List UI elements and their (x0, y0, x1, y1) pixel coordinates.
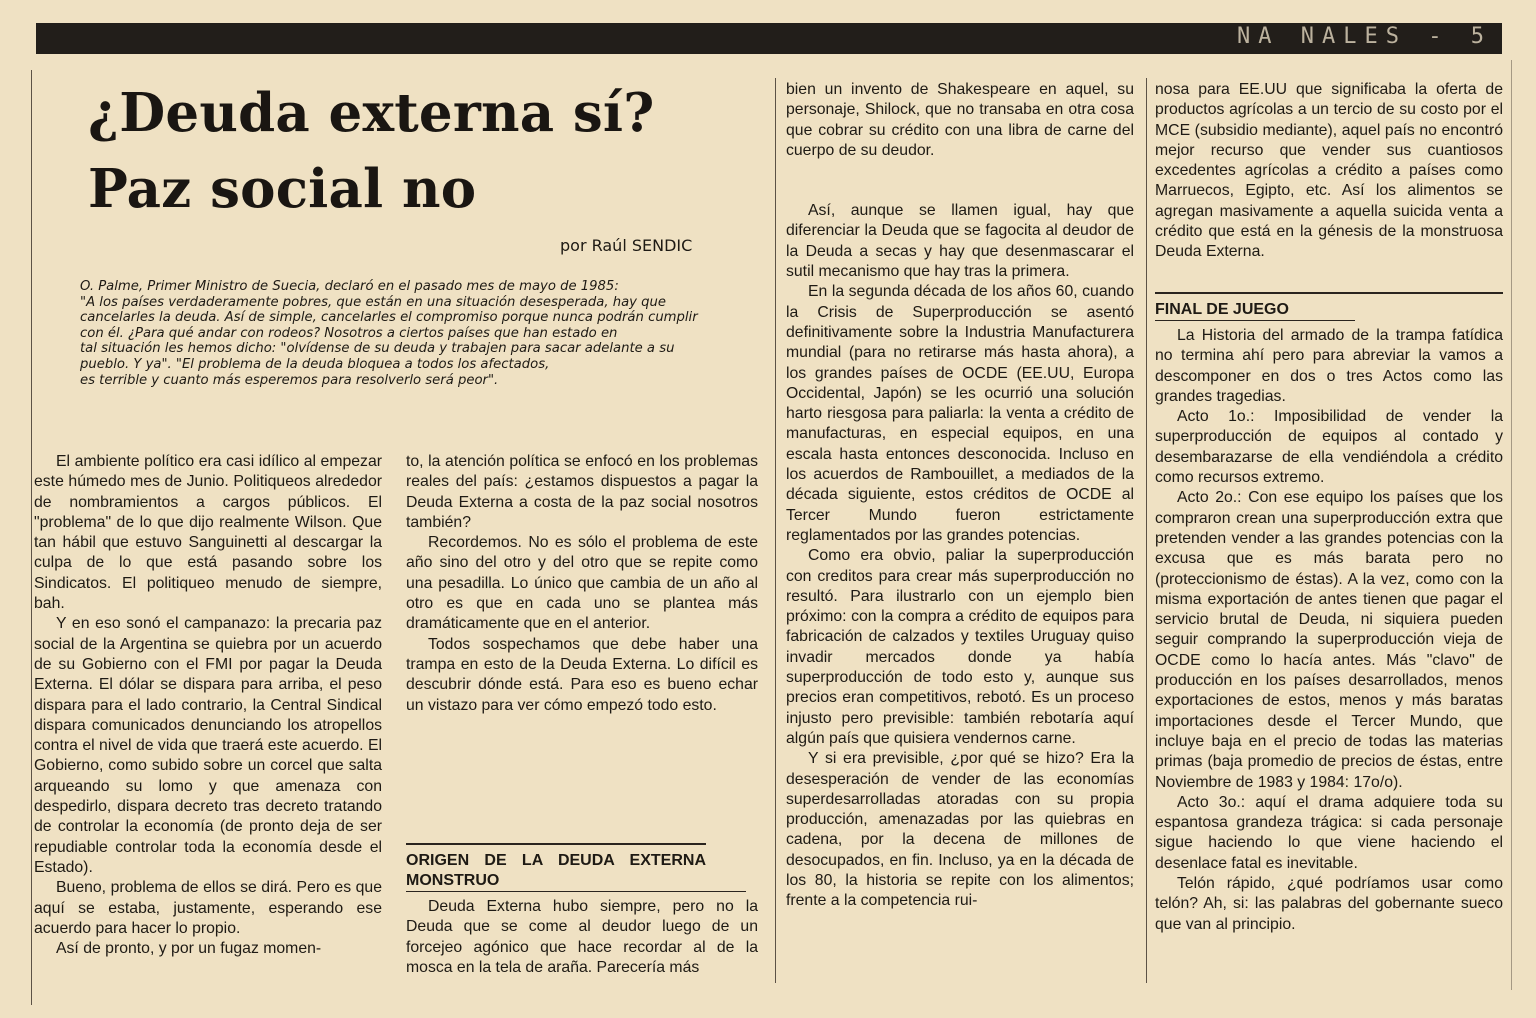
lead-quote (80, 279, 738, 388)
paragraph: Telón rápido, ¿qué podríamos usar como telón? Ah, si: las palabras del gobernante sueco que van al principio. (1155, 875, 1503, 933)
paragraph: En la segunda década de los años 60, cuando la Crisis de Superproducción se asentó definitivamente sobre la Industria Manufacturera mundial (para no retirarse más hasta ahora), a los grandes países de OCDE (EE.UU, Europa Occidental, Japón) se les ocurrió una solución harto riesgosa para paliarla: la venta a crédito de manufacturas, en especial equipos, en una escala hasta entonces desconocida. Incluso en los acuerdos de Rambouillet, a mediados de la década siguiente, estos créditos de OCDE al Tercer Mundo fueron estrictamente reglamentados por las grandes potencias. (786, 283, 1134, 544)
paragraph: Deuda Externa hubo siempre, pero no la Deuda que se come al deudor luego de un forcejeo agónico que hace recordar al de la mosca en la tela de araña. Parecería más (406, 898, 758, 976)
paragraph: Y si era previsible, ¿por qué se hizo? Era la desesperación de vender de las economías superdesarrolladas atoradas con su propia producción, amenazadas por las quiebras en cadena, por la decena de millones de desocupados, en fin. Incluso, ya en la década de los 80, la historia se repite con los alimentos; frente a la competencia rui- (786, 750, 1134, 910)
paragraph: La Historia del armado de la trampa fatídica no termina ahí pero para abreviar la vamos a descomponer en dos o tres Actos como las grandes tragedias. (1155, 327, 1503, 405)
section-label: NA NALES - 5 (1237, 24, 1492, 49)
paragraph: Y en eso sonó el campanazo: la precaria paz social de la Argentina se quiebra por un acuerdo de su Gobierno con el FMI por pagar la Deuda Externa. El dólar se dispara para arriba, el peso dispara para el lado contrario, la Central Sindical dispara comunicados denunciando los atropellos contra el nivel de vida que traerá este acuerdo. El Gobierno, como subido sobre un corcel que salta arqueando su lomo y que amenaza con despedirlo, dispara decreto tras decreto tratando de controlar la economía (de pronto deja de ser repudiable controlar toda la economía desde el Estado). (34, 615, 382, 876)
lead-line: "A los países verdaderamente pobres, que están en una situación desesperada, hay que (80, 294, 667, 310)
lead-line: tal situación les hemos dicho: "olvídense de su deuda y trabajen para sacar adelante a su (80, 341, 675, 357)
title-line-2: Paz social no (88, 158, 477, 220)
column-rule-3 (1511, 60, 1512, 990)
subhead-underline (1155, 320, 1355, 321)
paragraph: bien un invento de Shakespeare en aquel, su personaje, Shilock, que no transaba en otra cosa que cobrar su crédito con una libra de carne del cuerpo de su deudor. (786, 81, 1134, 159)
paragraph: Bueno, problema de ellos se dirá. Pero es que aquí se estaba, justamente, esperando ese acuerdo para hacer lo propio. (34, 879, 382, 937)
article-title (88, 75, 768, 227)
lead-line: pueblo. Y ya". "El problema de la deuda bloquea a todos los afectados, (80, 356, 550, 372)
paragraph: Acto 2o.: Con ese equipo los países que los compraron crean una superproducción extra que pretenden vender a las grandes potencias con la excusa que es más barata pero no (proteccionismo de éstas). A la vez, como con la misma exportación de antes tienen que pagar el servicio brutal de Deuda, ni siquiera pueden seguir comprando la superproducción vieja de OCDE como lo hacía antes. Más "clavo" de producción en los países desarrollados, menos exportaciones de estos, menos y más baratas importaciones desde el Tercer Mundo, que incluye baja en el precio de todas las materias primas (baja promedio de precios de éstas, entre Noviembre de 1983 y 1984: 17o/o). (1155, 489, 1503, 791)
body-column-2 (406, 452, 758, 716)
body-column-3 (786, 80, 1134, 912)
subhead-underline (406, 891, 746, 892)
lead-line: con él. ¿Para qué andar con rodeos? Nosotros a ciertos países que han estado en (80, 325, 618, 341)
paragraph: to, la atención política se enfocó en los problemas reales del país: ¿estamos dispuestos a pagar la Deuda Externa a costa de la paz social nosotros también? (406, 453, 758, 531)
lead-line: cancelarles la deuda. Así de simple, cancelarles el compromiso porque nunca podrán cumplir (80, 310, 698, 326)
paragraph: Todos sospechamos que debe haber una trampa en esto de la Deuda Externa. Lo difícil es descubrir dónde está. Para eso es bueno echar un vistazo para ver cómo empezó todo esto. (406, 635, 758, 714)
lead-line: O. Palme, Primer Ministro de Suecia, declaró en el pasado mes de mayo de 1985: (80, 279, 619, 294)
paragraph: Así, aunque se llamen igual, hay que diferenciar la Deuda que se fagocita al deudor de la Deuda a secas y hay que desenmascarar el sutil mecanismo que hay tras la primera. (786, 202, 1134, 281)
body-column-4 (1155, 80, 1503, 263)
column-rule-2 (1146, 78, 1147, 983)
title-line-1: ¿Deuda externa sí? (88, 82, 655, 144)
body-column-2b (406, 843, 758, 978)
body-column-1 (34, 452, 382, 959)
paragraph: Como era obvio, paliar la superproducción con creditos para crear más superproducción no resultó. Para ilustrarlo con un ejemplo bien próximo: con la compra a crédito de equipos para fabricación de calzados y textiles Uruguay quiso invadir mercados donde ya había superproducción de todo esto y, aunque sus precios eran competitivos, rebotó. Es un proceso injusto pero previsible: también rebotaría aquí algún país que quisiera vendernos carne. (786, 547, 1134, 747)
paragraph: Recordemos. No es sólo el problema de este año sino del otro y del otro que se repite como una pesadilla. Lo único que cambia de un año al otro es que en cada uno se plantea más dramáticamente que en el anterior. (406, 534, 758, 633)
byline: por Raúl SENDIC (560, 236, 693, 255)
body-column-4b (1155, 292, 1503, 935)
page-header-band (36, 23, 1502, 54)
column-rule-1 (775, 78, 776, 983)
paragraph: nosa para EE.UU que significaba la oferta de productos agrícolas a un tercio de su costo por el MCE (subsidio mediante), aquel país no encontró mejor recurso que vender sus cuantiosos excedentes agrícolas a crédito a países como Marruecos, Egipto, etc. Así los alimentos se agregan masivamente a aquella suicida venta a crédito que está en la génesis de la monstruosa Deuda Externa. (1155, 81, 1503, 261)
paragraph: Acto 1o.: Imposibilidad de vender la superproducción de equipos al contado y desembarazarse de ella vendiéndola a crédito como recursos extremo. (1155, 408, 1503, 487)
paragraph: Acto 3o.: aquí el drama adquiere toda su espantosa grandeza trágica: si cada personaje sigue haciendo lo que viene haciendo el desenlace fatal es inevitable. (1155, 793, 1503, 872)
paragraph: El ambiente político era casi idílico al empezar este húmedo mes de Junio. Politiqueos alrededor de nombramientos a cargos públicos. El "problema" de lo que dijo realmente Wilson. Que tan hábil que estuvo Sanguinetti al descargar la culpa de lo que está pasando sobre los Sindicatos. El politiqueo menudo de siempre, bah. (34, 453, 382, 613)
subhead-origen: ORIGEN DE LA DEUDA EXTERNA MONSTRUO (406, 843, 706, 891)
subhead-final: FINAL DE JUEGO (1155, 292, 1503, 320)
paragraph: Así de pronto, y por un fugaz momen- (56, 940, 322, 958)
left-column-rule (31, 70, 32, 1005)
lead-line: es terrible y cuanto más esperemos para resolverlo será peor". (80, 372, 499, 388)
